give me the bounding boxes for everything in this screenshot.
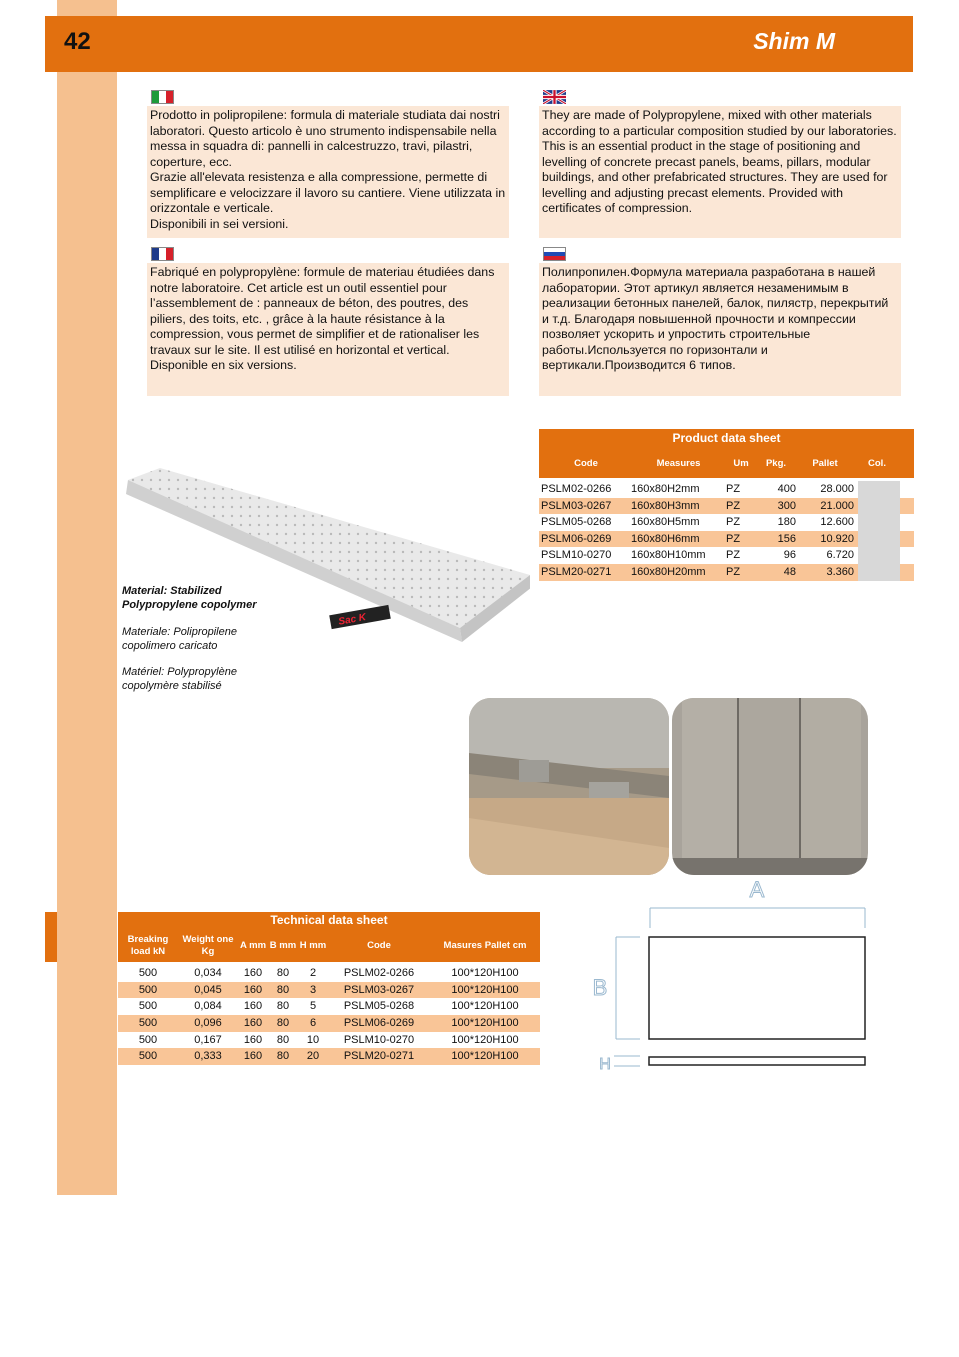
header-weight: Weight one Kg xyxy=(182,933,234,957)
site-photo-vertical xyxy=(672,698,868,875)
header-a: A mm xyxy=(239,939,267,951)
table-row: PSLM02-0266 160x80H2mm PZ 400 28.000 xyxy=(539,481,914,498)
material-en: Material: Stabilized Polypropylene copolymer xyxy=(122,585,257,611)
product-logo: Sac K xyxy=(337,612,367,628)
uk-flag-icon xyxy=(543,90,566,104)
header-col: Col. xyxy=(868,457,886,469)
header-breaking-load: Breaking load kN xyxy=(127,933,169,957)
page-number: 42 xyxy=(64,28,91,55)
label-a: A xyxy=(749,877,765,902)
table-row: 500 0,034 160 80 2 PSLM02-0266 100*120H100 xyxy=(138,967,519,979)
table-row: PSLM05-0268 160x80H5mm PZ 180 12.600 xyxy=(539,514,914,531)
table-row: 500 0,045 160 80 3 PSLM03-0267 100*120H100 xyxy=(118,982,540,999)
material-it: Materiale: Polipropilene copolimero caricato xyxy=(122,626,237,652)
product-table-header xyxy=(539,448,914,478)
technical-table-header xyxy=(118,929,540,962)
header-code: Code xyxy=(367,939,391,951)
russia-flag-icon xyxy=(543,247,566,261)
table-row: PSLM03-0267 160x80H3mm PZ 300 21.000 xyxy=(539,498,914,515)
french-description: Fabriqué en polypropylène: formule de materiau étudiées dans notre laboratoire. Cet article est un outil essentiel pour l’assemblement de : panneaux de béton, des poutres, des piliers, des toits, etc. , grâce à la haute résistance à la compression, vous permet de simplifier et de rationaliser les travaux sur le site. Il est utilisé en horizontal et vertical. Disponible en six versions. xyxy=(147,263,509,396)
header-code: Code xyxy=(574,457,598,469)
header-pkg: Pkg. xyxy=(765,457,787,469)
header-b: B mm xyxy=(269,939,297,951)
product-image xyxy=(120,440,530,650)
product-data-table xyxy=(539,429,914,581)
russian-description: Полипропилен.Формула материала разработана в нашей лаборатории. Этот артикул является незаменимым в реализации бетонных панелей, балок, пилястр, перекрытий и т.д. Благодаря повышенной прочности и компрессии позволяет ускорить и упростить строительные работы.Используется по горизонтали и вертикали.Производится 6 типов. xyxy=(539,263,901,396)
label-h: H xyxy=(599,1056,611,1073)
technical-table-title: Technical data sheet xyxy=(118,912,540,929)
material-fr: Matériel: Polypropylène copolymère stabilisé xyxy=(122,666,237,692)
site-photo-horizontal xyxy=(469,698,669,875)
table-row: 500 0,333 160 80 20 PSLM20-0271 100*120H100 xyxy=(118,1048,540,1065)
header-h: H mm xyxy=(299,939,327,951)
table-row: PSLM20-0271 160x80H20mm PZ 48 3.360 xyxy=(539,564,914,581)
header-measures: Measures xyxy=(656,457,701,469)
header-pallet-measures: Masures Pallet cm xyxy=(443,939,527,951)
italy-flag-icon xyxy=(151,90,174,104)
table-row: 500 0,167 160 80 10 PSLM10-0270 100*120H100 xyxy=(138,1033,519,1046)
table-row: PSLM10-0270 160x80H10mm PZ 96 6.720 xyxy=(539,547,914,564)
page-title: Shim M xyxy=(753,28,835,54)
table-row: PSLM06-0269 160x80H6mm PZ 156 10.920 xyxy=(539,531,914,548)
header-um: Um xyxy=(733,457,749,469)
dimension-diagram xyxy=(590,875,880,1075)
technical-data-table xyxy=(118,912,540,1065)
table-row: 500 0,096 160 80 6 PSLM06-0269 100*120H100 xyxy=(118,1015,540,1032)
label-b: B xyxy=(592,975,608,1000)
technical-table-marker xyxy=(45,912,57,962)
table-row: 500 0,084 160 80 5 PSLM05-0268 100*120H100 xyxy=(138,1000,519,1013)
italian-description: Prodotto in polipropilene: formula di materiale studiata dai nostri laboratori. Questo articolo è uno strumento indispensabile nella messa in squadra di: pannelli in calcestruzzo, travi, pilastri, coperture, ecc. Grazie all'elevata resistenza e alla compressione, permette di semplificare e velocizzare il lavoro su cantiere. Viene utilizzata in orizzontale e verticale. Disponibili in sei versioni. xyxy=(147,106,509,238)
product-table-title: Product data sheet xyxy=(539,429,914,448)
side-strip xyxy=(57,0,117,1195)
header-pallet: Pallet xyxy=(812,457,838,469)
english-description: They are made of Polypropylene, mixed with other materials according to a particular composition studied by our laboratories. This is an essential product in the stage of positioning and levelling of concrete precast panels, beams, pillars, modular buildings, and other prefabricated structures. They are used for levelling and adjusting precast elements. Provided with certificates of compression. xyxy=(539,106,901,238)
france-flag-icon xyxy=(151,247,174,261)
